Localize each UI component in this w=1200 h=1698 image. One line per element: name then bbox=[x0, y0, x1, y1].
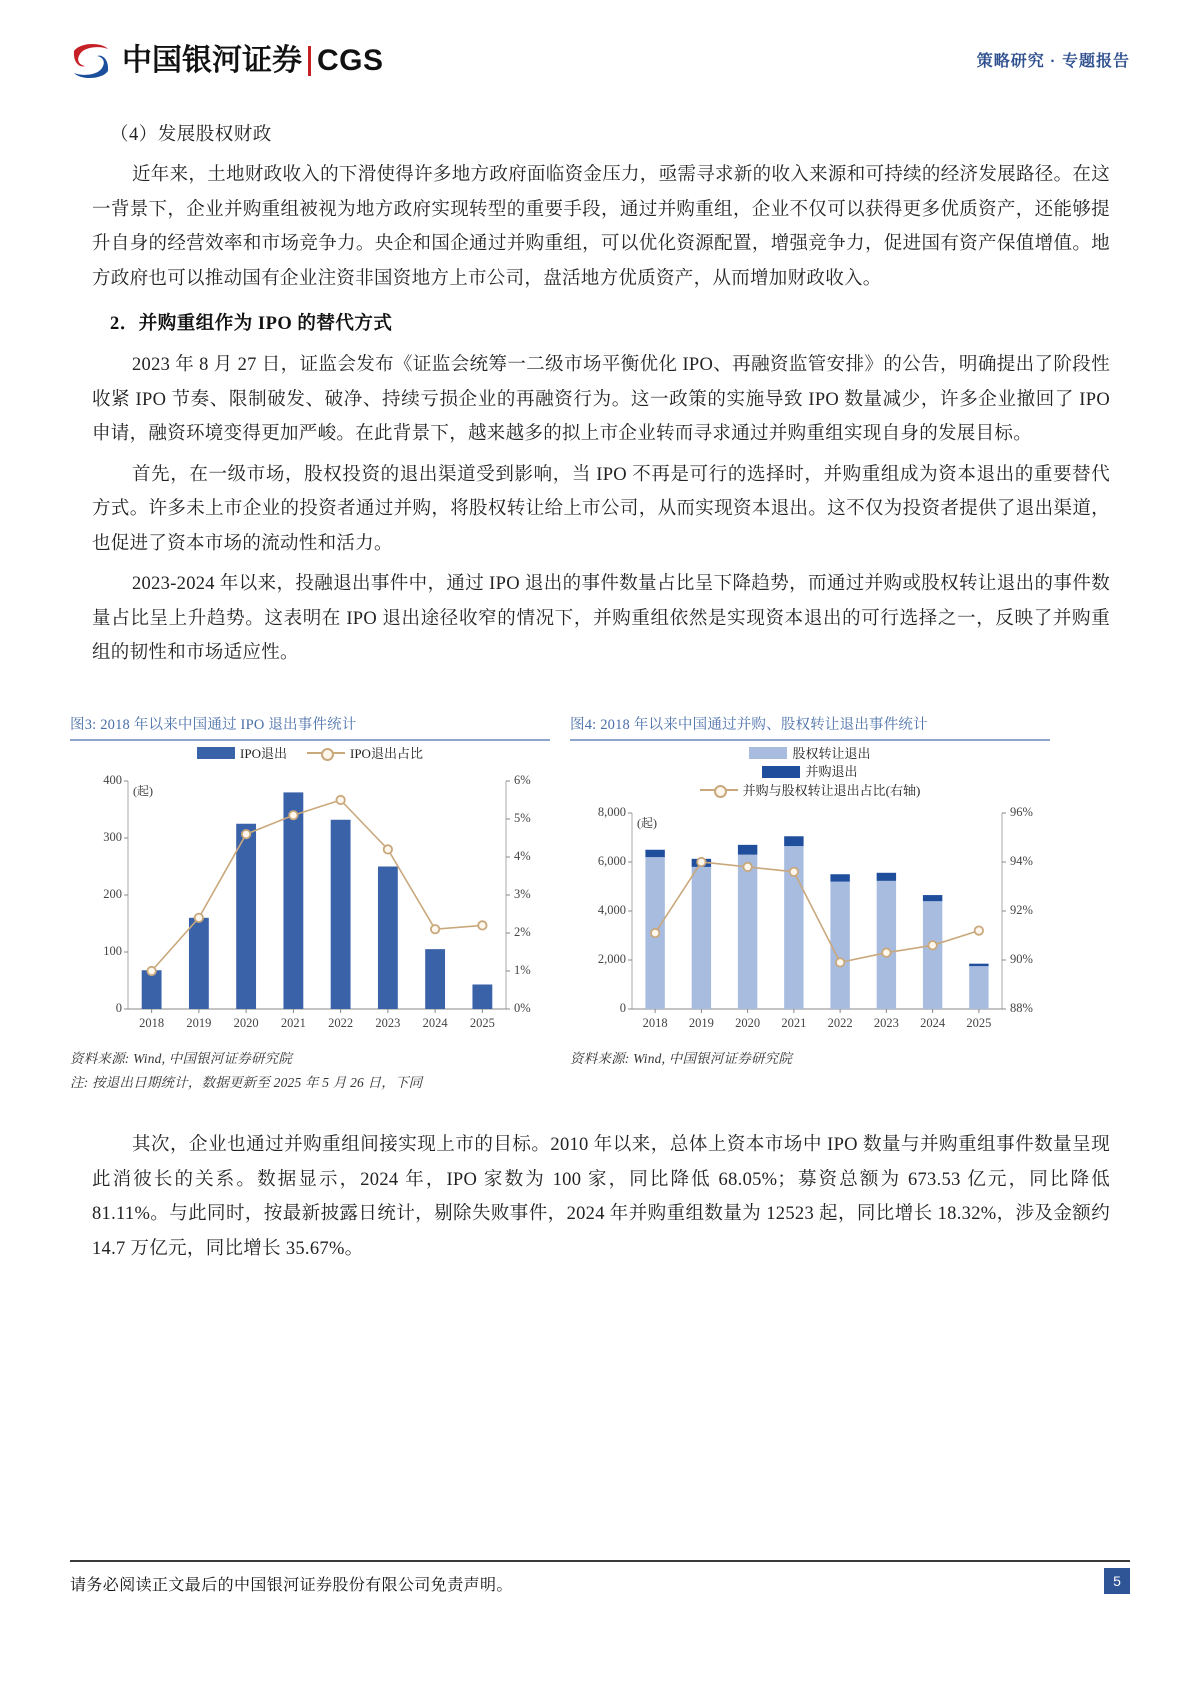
y-axis-tick-label: 0 bbox=[619, 1000, 626, 1015]
y2-axis-tick-label: 2% bbox=[514, 924, 531, 939]
y-axis-tick-label: 300 bbox=[103, 829, 122, 844]
x-axis-tick-label: 2018 bbox=[642, 1015, 668, 1030]
x-axis-tick-label: 2023 bbox=[375, 1015, 401, 1030]
brand-divider bbox=[308, 46, 311, 76]
paragraph-4: 2023-2024 年以来，投融退出事件中，通过 IPO 退出的事件数量占比呈下降趋势，而通过并购或股权转让退出的事件数量占比呈上升趋势。这表明在 IPO 退出途径收窄的情况下，并购重组依然是实现资本退出的可行选择之一，反映了并购重组的韧性和市场适应性。 bbox=[92, 574, 1110, 663]
page-header bbox=[0, 0, 1200, 100]
footer-divider bbox=[70, 1560, 1130, 1562]
y2-axis-tick-label: 0% bbox=[514, 1000, 531, 1015]
paragraph-3: 首先，在一级市场，股权投资的退出渠道受到影响，当 IPO 不再是可行的选择时，并购重组成为资本退出的重要替代方式。许多未上市企业的投资者通过并购，将股权转让给上市公司，从而实现资本退出。这不仅为投资者提供了退出渠道，也促进了资本市场的流动性和活力。 bbox=[92, 464, 1110, 554]
y-axis-tick-label: 8,000 bbox=[597, 804, 626, 819]
figure-3-note: 注: 按退出日期统计，数据更新至 2025 年 5 月 26 日，下同 bbox=[70, 1074, 423, 1090]
section-heading-2: 2．并购重组作为 IPO 的替代方式 bbox=[110, 314, 393, 334]
y-axis-tick-label: 100 bbox=[103, 943, 122, 958]
y2-axis-tick-label: 88% bbox=[1010, 1000, 1033, 1015]
document-body-after-figures bbox=[70, 1128, 1130, 1272]
brand-name-en: CGS bbox=[317, 44, 384, 77]
paragraph-2: 2023 年 8 月 27 日，证监会发布《证监会统筹一二级市场平衡优化 IPO、再融资监管安排》的公告，明确提出了阶段性收紧 IPO 节奏、限制破发、破净、持续亏损企业的再融资行为。这一政策的实施导致 IPO 数量减少，许多企业撤回了 IPO 申请，融资环境变得更加严峻。在此背景下，越来越多的拟上市企业转而寻求通过并购重组实现自身的发展目标。 bbox=[92, 355, 1110, 444]
x-axis-tick-label: 2020 bbox=[735, 1015, 761, 1030]
x-axis-tick-label: 2023 bbox=[873, 1015, 899, 1030]
legend-label: 并购与股权转让退出占比(右轴) bbox=[742, 782, 921, 798]
figure-3-title: 图3: 2018 年以来中国通过 IPO 退出事件统计 bbox=[70, 717, 357, 733]
y2-axis-tick-label: 5% bbox=[514, 810, 531, 825]
figure-4 bbox=[570, 713, 1050, 1091]
y2-axis-tick-label: 90% bbox=[1010, 951, 1033, 966]
figures-block bbox=[70, 713, 1130, 1091]
y-axis-tick-label: 6,000 bbox=[597, 853, 626, 868]
y-axis-tick-label: 4,000 bbox=[597, 902, 626, 917]
y2-axis-tick-label: 96% bbox=[1010, 804, 1033, 819]
x-axis-tick-label: 2021 bbox=[280, 1015, 306, 1030]
header-report-type: 策略研究 · 专题报告 bbox=[976, 53, 1130, 70]
brand-logo bbox=[68, 38, 384, 84]
x-axis-tick-label: 2022 bbox=[827, 1015, 853, 1030]
y-axis-tick-label: 2,000 bbox=[597, 951, 626, 966]
paragraph-1: 近年来，土地财政收入的下滑使得许多地方政府面临资金压力，亟需寻求新的收入来源和可持续的经济发展路径。在这一背景下，企业并购重组被视为地方政府实现转型的重要手段，通过并购重组，企业不仅可以获得更多优质资产，还能够提升自身的经营效率和市场竞争力。央企和国企通过并购重组，可以优化资源配置，增强竞争力，促进国有资产保值增值。地方政府也可以推动国有企业注资非国资地方上市公司，盘活地方优质资产，从而增加财政收入。 bbox=[92, 165, 1110, 289]
figure-3 bbox=[70, 713, 550, 1091]
page-number-badge: 5 bbox=[1104, 1568, 1130, 1594]
x-axis-tick-label: 2018 bbox=[139, 1015, 165, 1030]
legend-label: 并购退出 bbox=[805, 764, 858, 779]
figure-3-source: 资料来源: Wind, 中国银河证券研究院 bbox=[70, 1050, 293, 1066]
y2-axis-tick-label: 92% bbox=[1010, 902, 1033, 917]
x-axis-tick-label: 2021 bbox=[781, 1015, 807, 1030]
y-axis-tick-label: 0 bbox=[115, 1000, 122, 1015]
figure-4-source: 资料来源: Wind, 中国银河证券研究院 bbox=[570, 1050, 793, 1066]
legend-label: IPO退出占比 bbox=[350, 745, 423, 761]
x-axis-tick-label: 2019 bbox=[186, 1015, 212, 1030]
galaxy-logo-icon bbox=[68, 38, 114, 84]
y2-axis-tick-label: 4% bbox=[514, 848, 531, 863]
x-axis-tick-label: 2025 bbox=[966, 1015, 992, 1030]
y2-axis-tick-label: 94% bbox=[1010, 853, 1033, 868]
figure-4-chart bbox=[570, 741, 1050, 1041]
paragraph-5: 其次，企业也通过并购重组间接实现上市的目标。2010 年以来，总体上资本市场中 IPO 数量与并购重组事件数量呈现此消彼长的关系。数据显示，2024 年，IPO 家数为 100 家，同比降低 68.05%；募资总额为 673.53 亿元，同比降低 81.11%。与此同时，按最新披露日统计，剔除失败事件，2024 年并购重组数量为 12523 起，同比增长 18.32%，涉及金额约 14.7 万亿元，同比增长 35.67%。 bbox=[92, 1135, 1110, 1259]
x-axis-tick-label: 2019 bbox=[688, 1015, 714, 1030]
x-axis-tick-label: 2020 bbox=[233, 1015, 259, 1030]
document-body bbox=[70, 118, 1130, 677]
y2-axis-tick-label: 6% bbox=[514, 772, 531, 787]
y2-axis-tick-label: 3% bbox=[514, 886, 531, 901]
x-axis-tick-label: 2024 bbox=[422, 1015, 448, 1030]
y-axis-tick-label: 200 bbox=[103, 886, 122, 901]
brand-name-cn: 中国银河证券 bbox=[122, 44, 302, 77]
section-subheading: （4）发展股权财政 bbox=[110, 125, 272, 145]
x-axis-tick-label: 2025 bbox=[469, 1015, 495, 1030]
x-axis-tick-label: 2024 bbox=[920, 1015, 946, 1030]
footer-disclaimer: 请务必阅读正文最后的中国银河证券股份有限公司免责声明。 bbox=[70, 1577, 513, 1594]
legend-label: IPO退出 bbox=[240, 745, 287, 761]
figure-4-title: 图4: 2018 年以来中国通过并购、股权转让退出事件统计 bbox=[570, 717, 928, 733]
y2-axis-tick-label: 1% bbox=[514, 962, 531, 977]
x-axis-tick-label: 2022 bbox=[328, 1015, 354, 1030]
axis-unit-label: (起) bbox=[133, 783, 153, 798]
chart2-plot bbox=[570, 741, 1050, 1041]
y-axis-tick-label: 400 bbox=[103, 772, 122, 787]
chart1-plot bbox=[70, 741, 550, 1041]
legend-label: 股权转让退出 bbox=[792, 745, 871, 761]
figure-3-chart bbox=[70, 741, 550, 1041]
axis-unit-label: (起) bbox=[637, 815, 657, 830]
